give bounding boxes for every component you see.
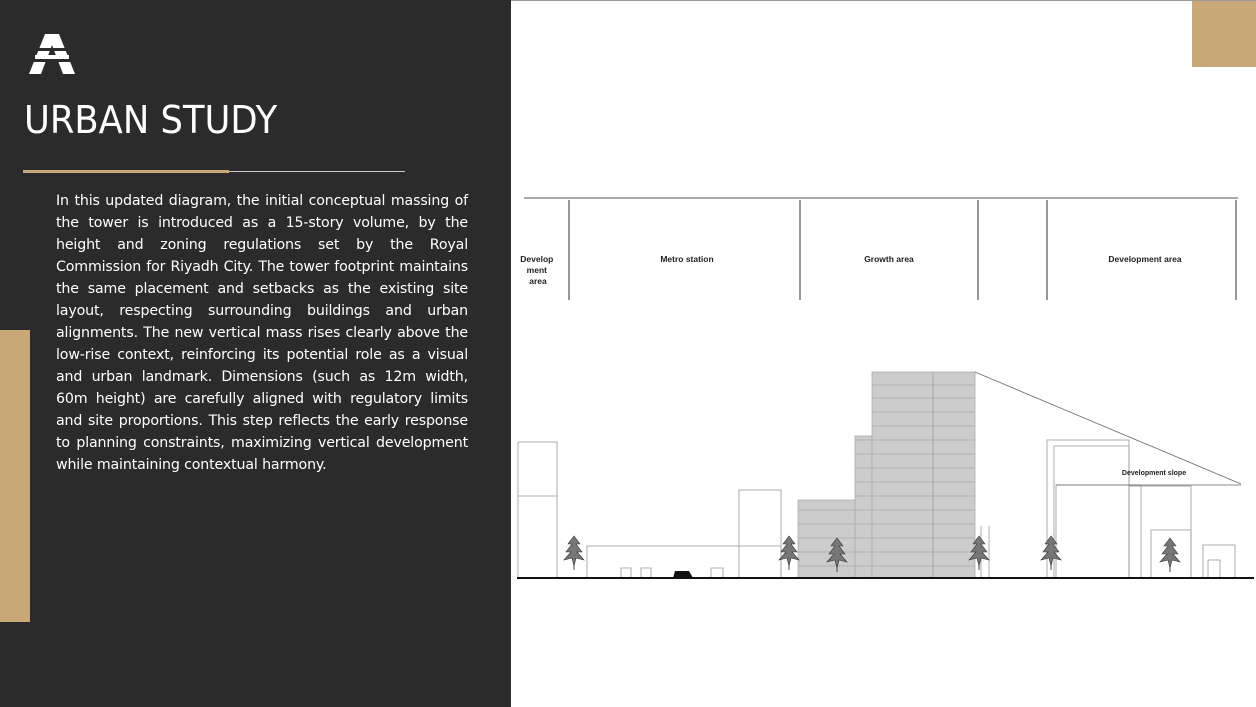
development-slope xyxy=(975,372,1241,485)
corner-accent-block xyxy=(1192,1,1256,67)
tower-massing xyxy=(798,372,975,578)
zone-label-metro: Metro station xyxy=(660,254,714,264)
zone-label-development-right: Development area xyxy=(1108,254,1182,264)
title-underline-accent xyxy=(23,170,229,173)
zone-label-development-left: Develop ment area xyxy=(520,254,554,286)
title-underline-rule xyxy=(229,171,405,172)
urban-section-drawing xyxy=(511,190,1256,590)
top-border-line xyxy=(511,0,1256,1)
logo-icon xyxy=(27,34,77,74)
body-paragraph: In this updated diagram, the initial conceptual massing of the tower is introduced as a 15-story volume, by the height and zoning regulations set by the Royal Commission for Riyadh City. The tower footprint maintains the same placement and setbacks as the existing site layout, respecting surrounding buildings and urban alignments. The new vertical mass rises clearly above the low-rise context, reinforcing its potential role as a visual and urban landmark. Dimensions (such as 12m width, 60m height) are carefully aligned with regulatory limits and site proportions. This step reflects the early response to planning constraints, maximizing vertical development while maintaining contextual harmony. xyxy=(56,193,468,473)
car xyxy=(673,571,693,578)
left-accent-bar xyxy=(0,330,30,622)
development-slope-label: Development slope xyxy=(1121,470,1187,477)
left-panel xyxy=(0,0,511,707)
zone-label-growth: Growth area xyxy=(864,254,914,264)
page-title: URBAN STUDY xyxy=(24,98,278,142)
zone-table xyxy=(520,198,1238,300)
